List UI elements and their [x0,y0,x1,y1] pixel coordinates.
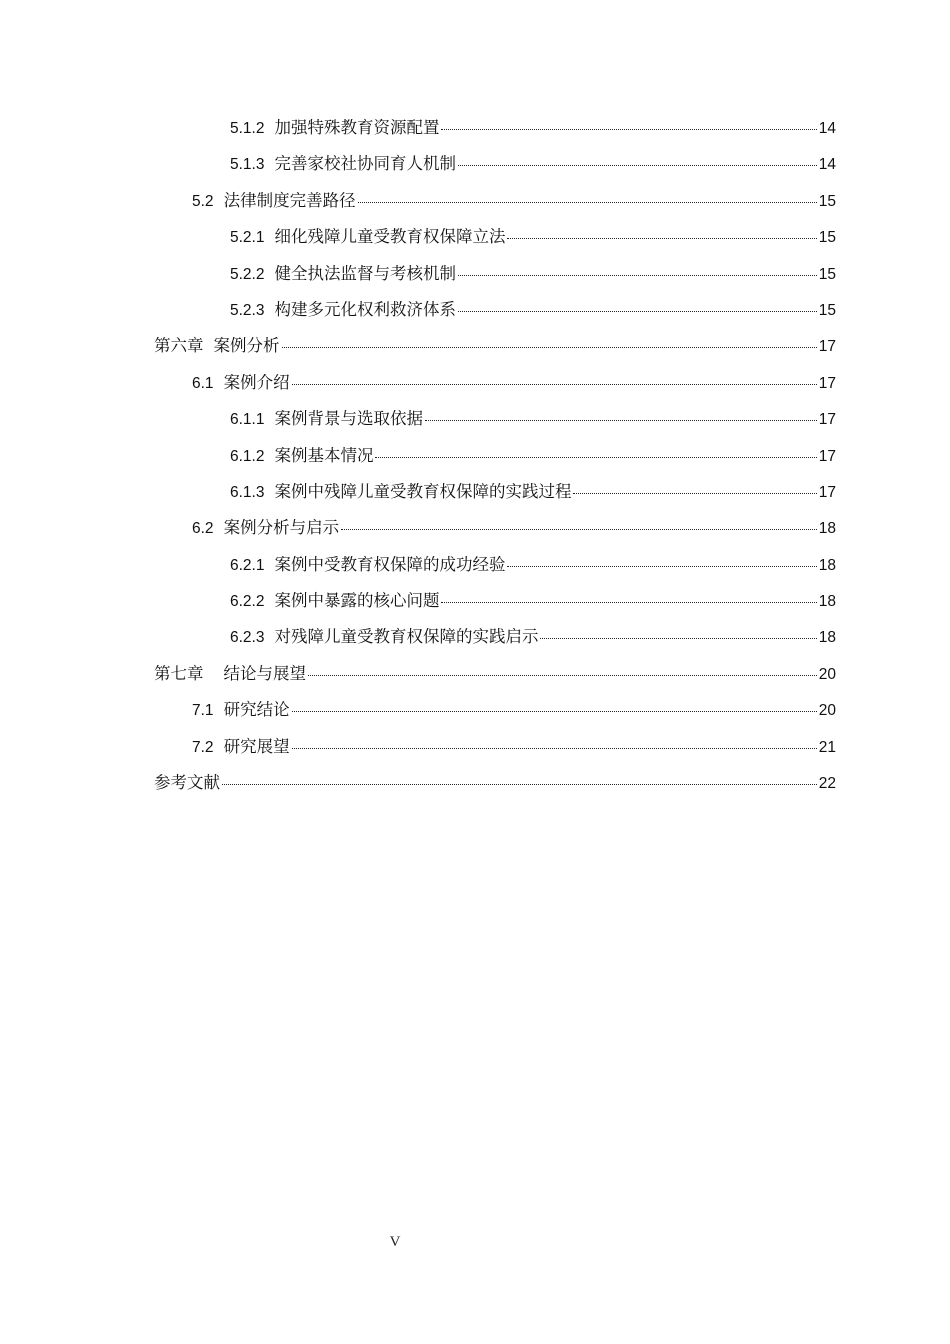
toc-entry-page: 14 [818,156,836,174]
toc-dot-leader [458,275,817,276]
toc-entry[interactable] [154,733,836,769]
toc-entry-page: 18 [818,593,836,611]
toc-entry-title: 案例分析 [213,336,280,356]
toc-entry[interactable] [154,551,836,587]
toc-entry-title: 法律制度完善路径 [223,190,356,210]
toc-entry[interactable] [154,660,836,696]
toc-entry-number: 6.1.1 [230,411,265,429]
toc-entry-page: 20 [818,702,836,720]
toc-entry-page: 15 [818,265,836,283]
toc-entry-title: 参考文献 [154,773,220,793]
toc-entry-page: 14 [818,120,836,137]
toc-entry-title: 结论与展望 [223,663,306,683]
toc-entry-number: 第七章 [154,663,204,683]
toc-entry-number: 5.2.3 [230,301,265,319]
toc-entry-page: 17 [818,374,836,392]
toc-dot-leader [282,347,817,348]
toc-entry-title: 案例中残障儿童受教育权保障的实践过程 [274,481,572,501]
toc-entry-number: 第六章 [154,336,204,356]
toc-entry-page: 22 [818,775,836,793]
toc-dot-leader [292,711,817,712]
toc-entry[interactable] [154,332,836,368]
toc-entry[interactable] [154,514,836,550]
toc-entry-number: 5.1.3 [230,156,265,174]
toc-entry-page: 21 [818,738,836,756]
toc-entry-page: 17 [818,411,836,429]
toc-dot-leader [540,638,816,639]
toc-entry[interactable] [154,187,836,223]
toc-entry-page: 17 [818,447,836,465]
toc-entry[interactable] [154,623,836,659]
toc-entry[interactable] [154,296,836,332]
toc-entry-number: 5.2.2 [230,265,265,283]
toc-dot-leader [458,311,817,312]
toc-entry-title: 构建多元化权利救济体系 [274,299,456,319]
toc-entry-title: 案例介绍 [223,372,290,392]
toc-entry-title: 案例分析与启示 [223,518,340,538]
toc-entry-title: 研究展望 [223,736,290,756]
toc-entry-title: 对残障儿童受教育权保障的实践启示 [274,627,539,647]
toc-entry-page: 15 [818,229,836,247]
toc-entry[interactable] [154,369,836,405]
toc-dot-leader [425,420,817,421]
toc-entry[interactable] [154,442,836,478]
toc-entry-title: 案例背景与选取依据 [274,409,423,429]
toc-entry-page: 15 [818,301,836,319]
toc-entry-page: 18 [818,556,836,574]
toc-dot-leader [375,457,816,458]
toc-entry[interactable] [154,696,836,732]
toc-dot-leader [507,238,816,239]
toc-entry-number: 6.1.3 [230,483,265,501]
toc-entry-title: 案例基本情况 [274,445,374,465]
toc-dot-leader [507,566,816,567]
toc-entry-number: 5.2 [192,192,214,210]
toc-entry-page: 17 [818,338,836,356]
toc-entry-title: 加强特殊教育资源配置 [274,118,440,137]
toc-entry-number: 6.2 [192,520,214,538]
toc-entry-number: 6.2.3 [230,629,265,647]
toc-dot-leader [458,165,817,166]
table-of-contents [154,114,836,805]
toc-entry-title: 研究结论 [223,700,290,720]
toc-dot-leader [292,748,817,749]
toc-entry-page: 17 [818,483,836,501]
toc-dot-leader [441,602,816,603]
toc-entry[interactable] [154,150,836,186]
toc-entry-page: 18 [818,520,836,538]
toc-entry-number: 6.1 [192,374,214,392]
toc-entry-title: 细化残障儿童受教育权保障立法 [274,227,506,247]
toc-entry[interactable] [154,478,836,514]
toc-dot-leader [441,129,816,130]
toc-entry-page: 18 [818,629,836,647]
toc-entry-number: 5.2.1 [230,229,265,247]
toc-dot-leader [292,384,817,385]
toc-entry-number: 7.1 [192,702,214,720]
toc-entry[interactable] [154,405,836,441]
toc-entry[interactable] [154,769,836,805]
toc-dot-leader [222,784,817,785]
toc-entry[interactable] [154,260,836,296]
toc-dot-leader [573,493,816,494]
toc-entry[interactable] [154,223,836,259]
toc-entry-page: 15 [818,192,836,210]
toc-entry[interactable] [154,114,836,150]
toc-entry-number: 7.2 [192,738,214,756]
toc-entry-title: 案例中暴露的核心问题 [274,591,440,611]
toc-entry-title: 健全执法监督与考核机制 [274,263,456,283]
toc-dot-leader [308,675,817,676]
page-number: V [389,1234,401,1250]
toc-entry-number: 6.2.1 [230,556,265,574]
toc-entry-title: 案例中受教育权保障的成功经验 [274,554,506,574]
toc-dot-leader [358,202,817,203]
toc-entry-number: 6.2.2 [230,593,265,611]
toc-dot-leader [341,529,817,530]
toc-entry-page: 20 [818,665,836,683]
toc-entry-number: 6.1.2 [230,447,265,465]
toc-entry-number: 5.1.2 [230,120,265,137]
toc-entry[interactable] [154,587,836,623]
toc-entry-title: 完善家校社协同育人机制 [274,154,456,174]
